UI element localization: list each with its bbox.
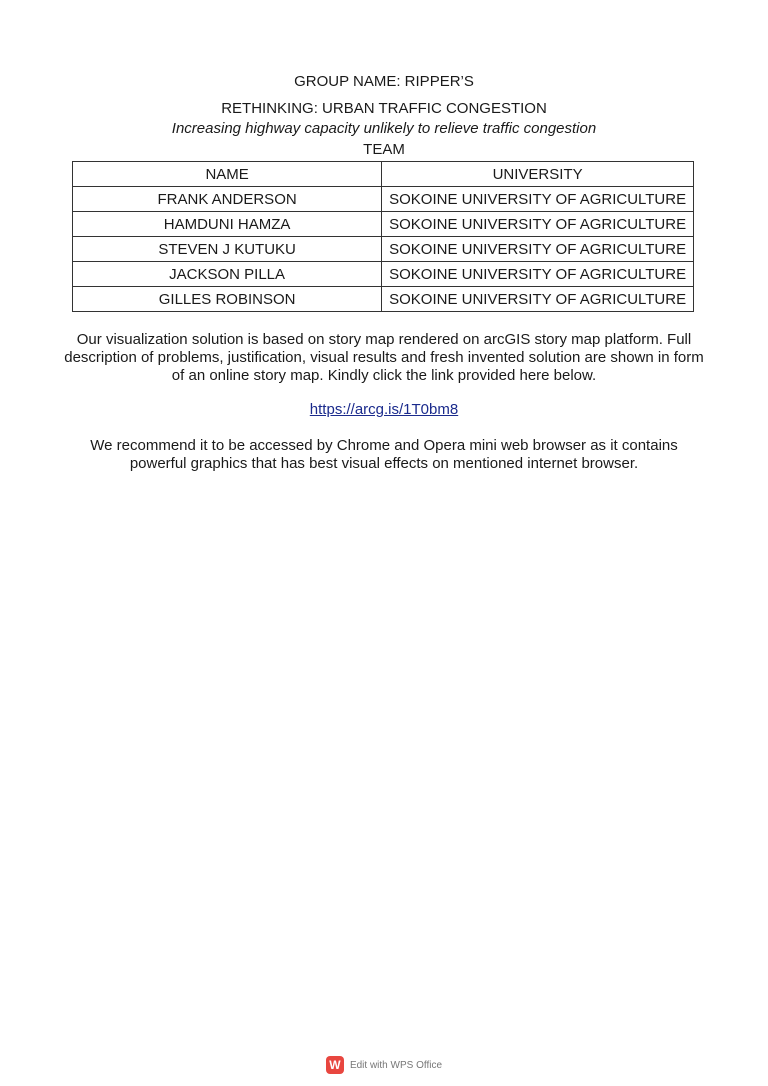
member-university: SOKOINE UNIVERSITY OF AGRICULTURE — [382, 287, 694, 312]
table-header-row — [73, 162, 694, 187]
wps-edit-badge[interactable] — [0, 1056, 768, 1074]
document-title: RETHINKING: URBAN TRAFFIC CONGESTION — [221, 100, 547, 117]
member-university: SOKOINE UNIVERSITY OF AGRICULTURE — [382, 212, 694, 237]
table-row — [73, 262, 694, 287]
team-heading: TEAM — [363, 141, 405, 158]
wps-edit-label: Edit with WPS Office — [349, 1059, 443, 1071]
member-university: SOKOINE UNIVERSITY OF AGRICULTURE — [382, 187, 694, 212]
column-header-university: UNIVERSITY — [382, 162, 694, 187]
description-paragraph: Our visualization solution is based on story map rendered on arcGIS story map platform. Full description of problems, justification, visual results and fresh invented solution are shown in form of an online story map. Kindly click the link provided here below. — [64, 331, 704, 384]
member-university: SOKOINE UNIVERSITY OF AGRICULTURE — [382, 237, 694, 262]
table-row — [73, 187, 694, 212]
member-name: JACKSON PILLA — [73, 262, 382, 287]
member-name: GILLES ROBINSON — [73, 287, 382, 312]
story-map-link-line — [0, 401, 768, 419]
table-row — [73, 237, 694, 262]
document-subtitle: Increasing highway capacity unlikely to relieve traffic congestion — [171, 120, 597, 137]
column-header-name: NAME — [73, 162, 382, 187]
story-map-link[interactable]: https://arcg.is/1T0bm8 — [309, 401, 459, 418]
recommendation-paragraph: We recommend it to be accessed by Chrome and Opera mini web browser as it contains powerful graphics that has best visual effects on mentioned internet browser. — [90, 437, 678, 472]
wps-logo-icon: W — [326, 1056, 344, 1074]
table-row — [73, 212, 694, 237]
table-row — [73, 287, 694, 312]
team-table — [72, 161, 694, 312]
member-university: SOKOINE UNIVERSITY OF AGRICULTURE — [382, 262, 694, 287]
group-name: GROUP NAME: RIPPER’S — [294, 73, 474, 90]
member-name: STEVEN J KUTUKU — [73, 237, 382, 262]
member-name: FRANK ANDERSON — [73, 187, 382, 212]
member-name: HAMDUNI HAMZA — [73, 212, 382, 237]
